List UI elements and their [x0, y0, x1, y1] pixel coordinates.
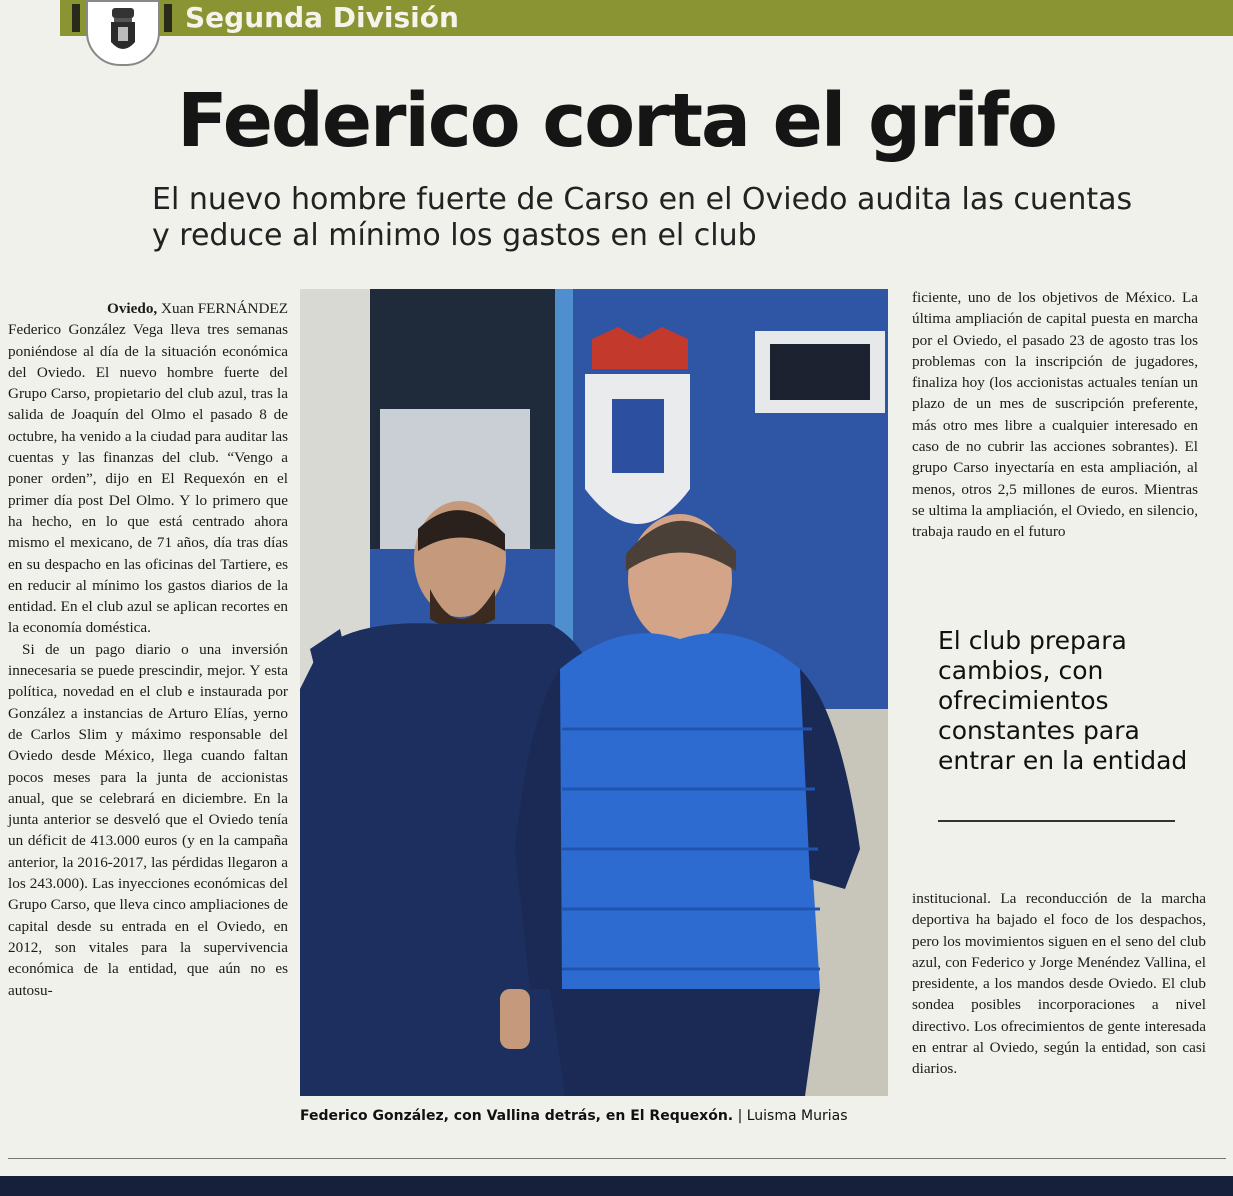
photo-credit: | Luisma Murias	[733, 1108, 848, 1124]
screen-bottom-band	[0, 1176, 1233, 1196]
article-column-3	[912, 287, 1198, 543]
paragraph: ficiente, uno de los objetivos de México. La última ampliación de capital puesta en marcha por el Oviedo, el pasado 23 de agosto tras los problemas con la inscripción de jugadores, finaliza hoy (los accionistas actuales tenían un plazo de un mes de suscripción preferente, más otro mes libre a cualquier interesado en caso de no cubrir las acciones sobrantes). El grupo Carso inyectaría en esta ampliación, al menos, otros 2,5 millones de euros. Mientras se ultima la ampliación, el Oviedo, en silencio, trabaja raudo en el futuro	[912, 289, 1198, 541]
section-divider	[164, 4, 172, 32]
crest-icon	[108, 6, 138, 58]
pull-quote: El club prepara cambios, con ofrecimientos constantes para entrar en la entidad	[938, 626, 1188, 775]
byline-author: Xuan FERNÁNDEZ	[157, 300, 288, 317]
article-photo	[300, 289, 888, 1096]
article-column-1	[8, 298, 288, 1001]
photo-illustration	[300, 289, 888, 1096]
caption-text: Federico González, con Vallina detrás, en El Requexón.	[300, 1108, 734, 1124]
page-bottom-rule	[8, 1158, 1226, 1159]
byline-city: Oviedo,	[107, 300, 158, 317]
pull-quote-rule	[938, 820, 1175, 822]
photo-caption	[300, 1108, 900, 1124]
article-column-3-continued	[912, 888, 1206, 1080]
paragraph: Federico González Vega lleva tres semanas poniéndose al día de la situación económica del Oviedo. El nuevo hombre fuerte del Grupo Carso, propietario del club azul, tras la salida de Joaquín del Olmo el pasado 8 de octubre, ha venido a la ciudad para auditar las cuentas y las finanzas del club. “Vengo a poner orden”, dijo en El Requexón en el primer día post Del Olmo. Y lo primero que ha hecho, en lo que está centrado ahora mismo el mexicano, de 71 años, día tras días en su despacho en las oficinas del Tartiere, es en reducir al mínimo los gastos diarios de la entidad. En el club azul se aplican recortes en la economía doméstica.	[8, 321, 288, 637]
section-label: Segunda División	[185, 1, 459, 34]
byline	[8, 298, 288, 319]
paragraph: Si de un pago diario o una inversión innecesaria se puede prescindir, mejor. Y esta política, novedad en el club e instaurada por González a instancias de Arturo Elías, yerno de Carlos Slim y máximo responsable del Oviedo desde México, llega cuando faltan pocos meses para la junta de accionistas anual, que se celebrará en diciembre. En la junta anterior se desveló que el Oviedo tenía un déficit de 413.000 euros (y en la campaña anterior, la 2016-2017, las pérdidas llegaron a los 243.000). Las inyecciones económicas del Grupo Carso, que lleva cinco ampliaciones de capital desde su entrada en el Oviedo, en 2012, son vitales para la supervivencia económica de la entidad, que aún no es autosu-	[8, 640, 288, 999]
section-divider	[72, 4, 80, 32]
paragraph: institucional. La reconducción de la marcha deportiva ha bajado el foco de los despachos, pero los movimientos siguen en el seno del club azul, con Federico y Jorge Menéndez Vallina, el presidente, a los mandos desde Oviedo. El club sondea posibles incorporaciones a nivel directivo. Los ofrecimientos de gente interesada en entrar al Oviedo, según la entidad, son casi diarios.	[912, 890, 1206, 1078]
headline: Federico corta el grifo	[177, 78, 1056, 164]
subheadline: El nuevo hombre fuerte de Carso en el Oviedo audita las cuentas y reduce al mínimo los gastos en el club	[152, 182, 1133, 253]
club-crest-badge	[86, 0, 160, 66]
